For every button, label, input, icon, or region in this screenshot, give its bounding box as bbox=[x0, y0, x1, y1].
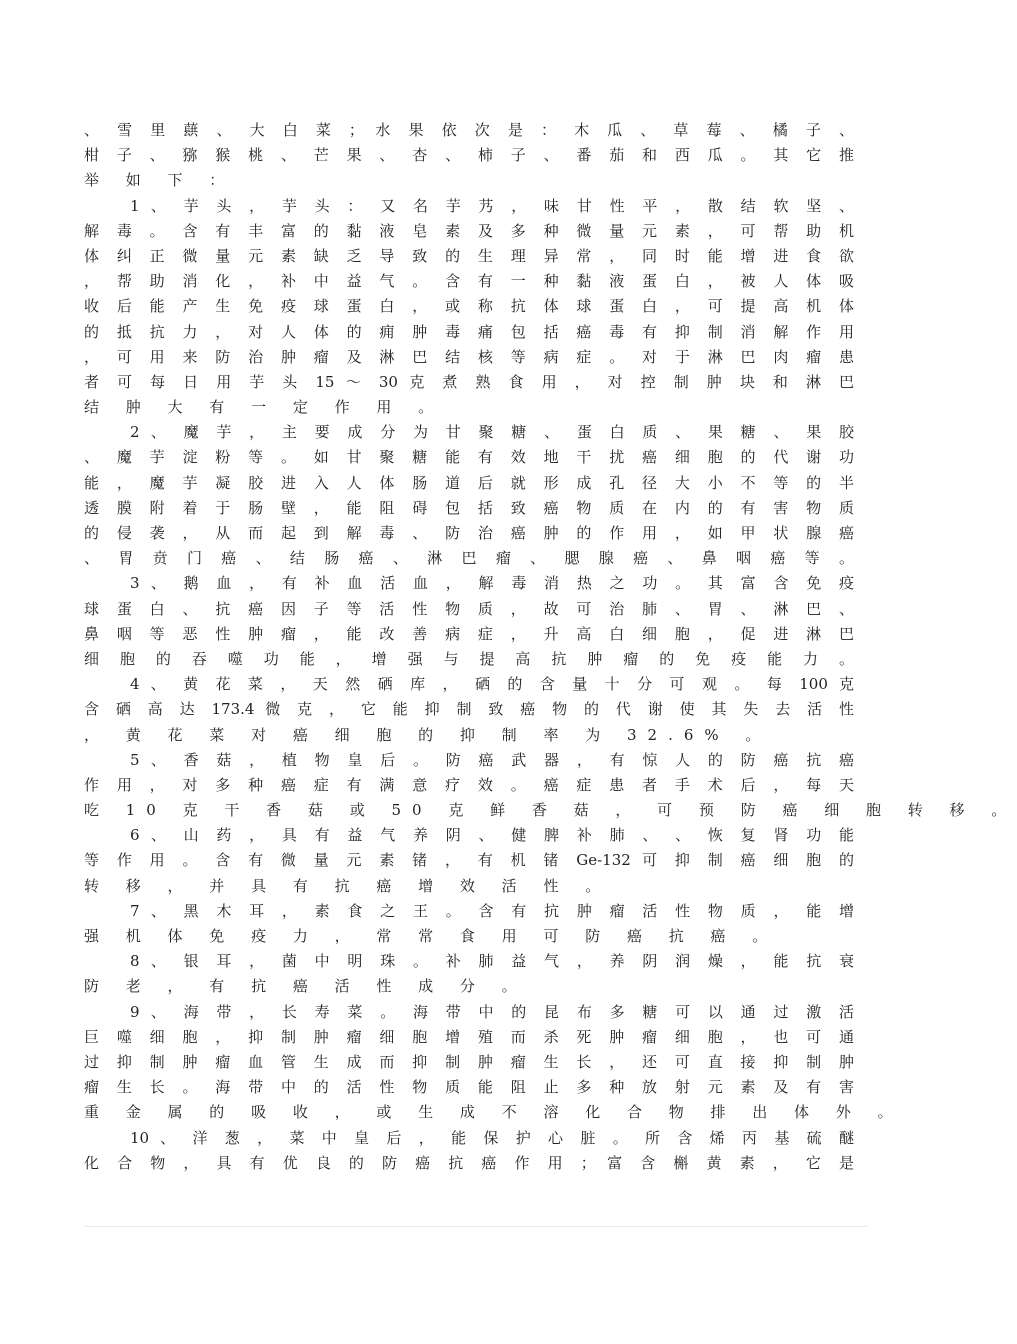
text-line: 瘤 生 长 。 海 带 中 的 活 性 物 质 能 阻 止 多 种 放 射 元 素 及 有 害 bbox=[84, 1078, 854, 1097]
paragraph-first-line: 9 、 海 带 ， 长 寿 菜 。 海 带 中 的 昆 布 多 糖 可 以 通 过 激 活 bbox=[130, 1002, 854, 1021]
paragraph-first-line: 5 、 香 菇 ， 植 物 皇 后 。 防 癌 武 器 ， 有 惊 人 的 防 癌 抗 癌 bbox=[130, 750, 854, 769]
text-line: 、 魔 芋 淀 粉 等 。 如 甘 聚 糖 能 有 效 地 干 扰 癌 细 胞 的 代 谢 功 bbox=[84, 448, 854, 467]
text-line: 柑 子 、 猕 猴 桃 、 芒 果 、 杏 、 柿 子 、 番 茄 和 西 瓜 。 其 它 推 bbox=[84, 146, 854, 165]
text-line: 鼻 咽 等 恶 性 肿 瘤 ， 能 改 善 病 症 ， 升 高 白 细 胞 ， 促 进 淋 巴 bbox=[84, 624, 854, 643]
text-line: 、 胃 贲 门 癌 、 结 肠 癌 、 淋 巴 瘤 、 腮 腺 癌 、 鼻 咽 癌 等 。 bbox=[84, 549, 854, 568]
document-body bbox=[84, 118, 1017, 1176]
text-line: 作 用 ， 对 多 种 癌 症 有 满 意 疗 效 。 癌 症 患 者 手 术 后 ， 每 天 bbox=[84, 775, 854, 794]
text-line: 转 移 ， 并 具 有 抗 癌 增 效 活 性 。 bbox=[84, 876, 612, 895]
text-line: 强 机 体 免 疫 力 ， 常 常 食 用 可 防 癌 抗 癌 。 bbox=[84, 927, 779, 945]
page-divider bbox=[84, 1226, 868, 1227]
text-line: 防 老 ， 有 抗 癌 活 性 成 分 。 bbox=[84, 977, 528, 996]
text-line: 细 胞 的 吞 噬 功 能 ， 增 强 与 提 高 抗 肿 瘤 的 免 疫 能 力 。 bbox=[84, 649, 854, 668]
text-line: 收 后 能 产 生 免 疫 球 蛋 白 ， 或 称 抗 体 球 蛋 白 ， 可 提 高 机 体 bbox=[84, 297, 854, 316]
text-line: 含 硒 高 达 173.4 微 克 ， 它 能 抑 制 致 癌 物 的 代 谢 使 其 失 去 活 性 bbox=[84, 700, 854, 719]
text-line: 等 作 用 。 含 有 微 量 元 素 锗 ， 有 机 锗 Ge-132 可 抑 制 癌 细 胞 的 bbox=[84, 851, 854, 870]
text-line: 吃 10 克 干 香 菇 或 50 克 鲜 香 菇 ， 可 预 防 癌 细 胞 转 移 。 bbox=[84, 801, 1017, 820]
text-line: 、 雪 里 蕻 、 大 白 菜 ； 水 果 依 次 是 ： 木 瓜 、 草 莓 、 橘 子 、 bbox=[84, 121, 854, 139]
text-line: 结 肿 大 有 一 定 作 用 。 bbox=[84, 398, 445, 417]
text-line: 解 毒 。 含 有 丰 富 的 黏 液 皂 素 及 多 种 微 量 元 素 ， 可 帮 助 机 bbox=[84, 221, 854, 240]
text-line: ， 帮 助 消 化 ， 补 中 益 气 。 含 有 一 种 黏 液 蛋 白 ， 被 人 体 吸 bbox=[84, 272, 854, 291]
paragraph-first-line: 8 、 银 耳 ， 菌 中 明 珠 。 补 肺 益 气 ， 养 阴 润 燥 ， 能 抗 衰 bbox=[130, 952, 854, 971]
paragraph-first-line: 7 、 黑 木 耳 ， 素 食 之 王 。 含 有 抗 肿 瘤 活 性 物 质 ， 能 增 bbox=[130, 901, 854, 920]
text-line: 能 ， 魔 芋 凝 胶 进 入 人 体 肠 道 后 就 形 成 孔 径 大 小 不 等 的 半 bbox=[84, 473, 854, 492]
paragraph-first-line: 6 、 山 药 ， 具 有 益 气 养 阴 、 健 脾 补 肺 、 、 恢 复 肾 功 能 bbox=[130, 826, 854, 845]
text-line: ， 黄 花 菜 对 癌 细 胞 的 抑 制 率 为 32.6% 。 bbox=[84, 725, 772, 744]
paragraph-first-line: 4 、 黄 花 菜 ， 天 然 硒 库 ， 硒 的 含 量 十 分 可 观 。 每 100 克 bbox=[130, 675, 854, 694]
text-line: 过 抑 制 肿 瘤 血 管 生 成 而 抑 制 肿 瘤 生 长 ， 还 可 直 接 抑 制 肿 bbox=[84, 1052, 854, 1071]
paragraph-first-line: 3 、 鹅 血 ， 有 补 血 活 血 ， 解 毒 消 热 之 功 。 其 富 含 免 疫 bbox=[130, 574, 854, 593]
text-line: 的 抵 抗 力 ， 对 人 体 的 痈 肿 毒 痛 包 括 癌 毒 有 抑 制 消 解 作 用 bbox=[84, 322, 854, 341]
text-line: 重 金 属 的 吸 收 ， 或 生 成 不 溶 化 合 物 排 出 体 外 。 bbox=[84, 1103, 904, 1122]
text-line: 者 可 每 日 用 芋 头 15 ～ 30 克 煮 熟 食 用 ， 对 控 制 肿 块 和 淋 巴 bbox=[84, 372, 854, 391]
text-line: 巨 噬 细 胞 ， 抑 制 肿 瘤 细 胞 增 殖 而 杀 死 肿 瘤 细 胞 ， 也 可 通 bbox=[84, 1027, 854, 1046]
paragraph-first-line: 1 、 芋 头 ， 芋 头 ： 又 名 芋 艿 ， 味 甘 性 平 ， 散 结 软 坚 、 bbox=[130, 196, 854, 215]
paragraph-first-line: 2 、 魔 芋 ， 主 要 成 分 为 甘 聚 糖 、 蛋 白 质 、 果 糖 、 果 胶 bbox=[130, 423, 854, 442]
paragraph-first-line: 10 、 洋 葱 ， 菜 中 皇 后 ， 能 保 护 心 脏 。 所 含 烯 丙 基 硫 醚 bbox=[130, 1128, 854, 1147]
text-line: ， 可 用 来 防 治 肿 瘤 及 淋 巴 结 核 等 病 症 。 对 于 淋 巴 肉 瘤 患 bbox=[84, 347, 854, 366]
text-line: 举 如 下 ： bbox=[84, 171, 236, 190]
text-line: 的 侵 袭 ， 从 而 起 到 解 毒 、 防 治 癌 肿 的 作 用 ， 如 甲 状 腺 癌 bbox=[84, 524, 854, 542]
text-line: 球 蛋 白 、 抗 癌 因 子 等 活 性 物 质 ， 故 可 治 肺 、 胃 、 淋 巴 、 bbox=[84, 599, 854, 618]
text-line: 体 纠 正 微 量 元 素 缺 乏 导 致 的 生 理 异 常 ， 同 时 能 增 进 食 欲 bbox=[84, 246, 854, 265]
text-line: 化 合 物 ， 具 有 优 良 的 防 癌 抗 癌 作 用 ； 富 含 槲 黄 素 ， 它 是 bbox=[84, 1153, 854, 1172]
text-line: 透 膜 附 着 于 肠 壁 ， 能 阻 碍 包 括 致 癌 物 质 在 内 的 有 害 物 质 bbox=[84, 498, 854, 517]
